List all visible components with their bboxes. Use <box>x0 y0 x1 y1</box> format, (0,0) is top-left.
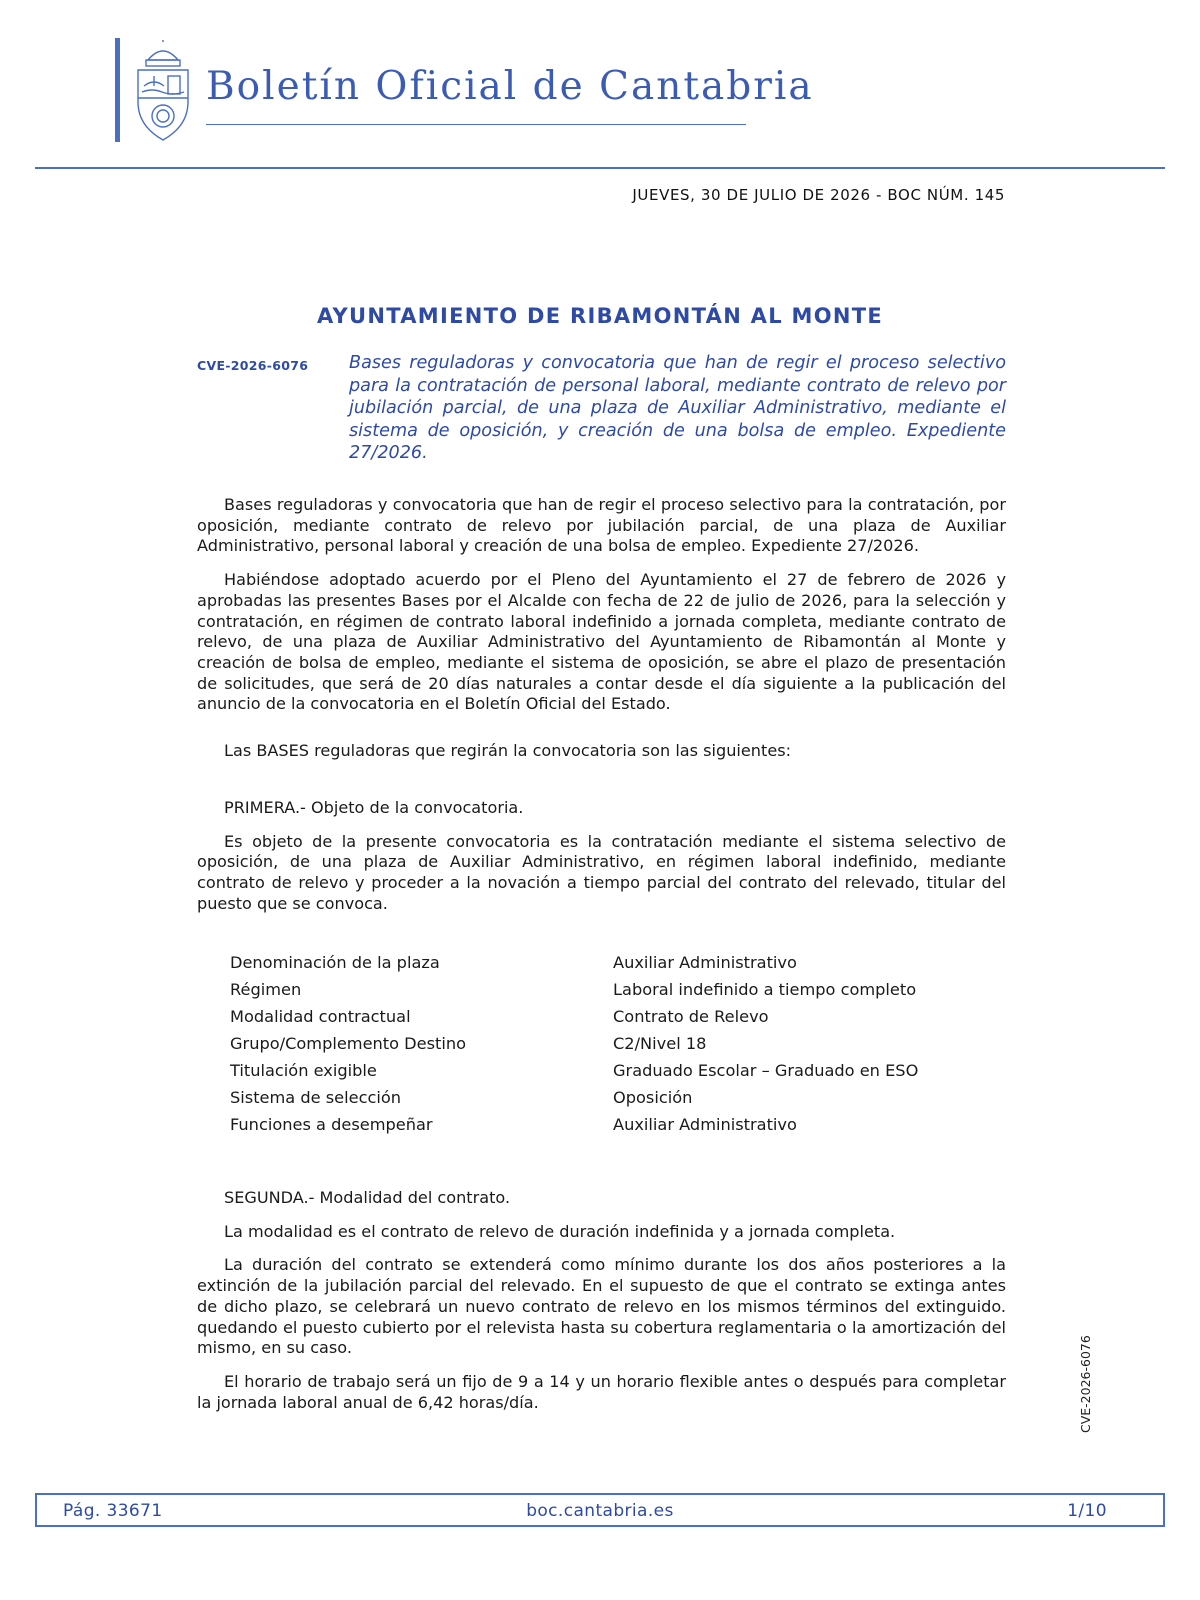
paragraph-horario: El horario de trabajo será un fijo de 9 a 14 y un horario flexible antes o después para completar la jornada laboral anual de 6,42 horas/día. <box>197 1371 1006 1412</box>
header-accent-bar <box>115 38 120 142</box>
page-footer <box>35 1493 1165 1527</box>
paragraph-objeto: Es objeto de la presente convocatoria es la contratación mediante el sistema selectivo de oposición, de una plaza de Auxiliar Administrativo, en régimen laboral indefinido, mediante contrato de relevo y proceder a la novación a tiempo parcial del contrato del relevado, titular del puesto que se convoca. <box>197 831 1006 913</box>
paragraph-agreement: Habiéndose adoptado acuerdo por el Pleno del Ayuntamiento el 27 de febrero de 2026 y aprobadas las presentes Bases por el Alcalde con fecha de 22 de julio de 2026, para la selección y contratación, en régimen de contrato laboral indefinido a jornada completa, mediante contrato de relevo, de una plaza de Auxiliar Administrativo del Ayuntamiento de Ribamontán al Monte y creación de bolsa de empleo, mediante el sistema de oposición, se abre el plazo de presentación de solicitudes, que será de 20 días naturales a contar desde el día siguiente a la publicación del anuncio de la convocatoria en el Boletín Oficial del Estado. <box>197 570 1006 714</box>
table-value: Graduado Escolar – Graduado en ESO <box>613 1061 919 1080</box>
table-label: Sistema de selección <box>230 1088 402 1107</box>
table-label: Funciones a desempeñar <box>230 1115 433 1134</box>
table-value: C2/Nivel 18 <box>613 1034 707 1053</box>
table-value: Contrato de Relevo <box>613 1007 769 1026</box>
table-value: Laboral indefinido a tiempo completo <box>613 980 917 999</box>
table-value: Auxiliar Administrativo <box>613 953 797 972</box>
cve-code: CVE-2026-6076 <box>197 358 309 373</box>
primera-section <box>197 798 1006 928</box>
footer-page-number: Pág. 33671 <box>63 1501 163 1521</box>
organization-heading: AYUNTAMIENTO DE RIBAMONTÁN AL MONTE <box>316 304 884 328</box>
side-cve-code: CVE-2026-6076 <box>1078 1335 1093 1433</box>
table-label: Régimen <box>230 980 302 999</box>
intro-section <box>197 495 1006 728</box>
footer-page-count: 1/10 <box>1067 1501 1107 1521</box>
announcement-subject: Bases reguladoras y convocatoria que han de regir el proceso selectivo para la contratación de personal laboral, mediante contrato de relevo por jubilación parcial, de una plaza de Auxiliar Administrativo, mediante el sistema de oposición, y creación de una bolsa de empleo. Expediente 27/2026. <box>349 353 1006 464</box>
issue-date-line: JUEVES, 30 DE JULIO DE 2026 - BOC NÚM. 145 <box>632 186 1005 204</box>
paragraph-duracion: La duración del contrato se extenderá como mínimo durante los dos años posteriores a la extinción de la jubilación parcial del relevado. En el supuesto de que el contrato se extinga antes de dicho plazo, se celebrará un nuevo contrato de relevo en los mismos términos del extinguido. quedando el puesto cubierto por el relevista hasta su cobertura reglamentaria o la amortización del mismo, en su caso. <box>197 1255 1006 1358</box>
table-label: Titulación exigible <box>230 1061 377 1080</box>
segunda-section <box>197 1188 1006 1426</box>
title-underline <box>206 124 746 125</box>
paragraph-modalidad: La modalidad es el contrato de relevo de duración indefinida y a jornada completa. <box>224 1221 896 1241</box>
paragraph-intro: Bases reguladoras y convocatoria que han de regir el proceso selectivo para la contratación, por oposición, mediante contrato de relevo por jubilación parcial, de una plaza de Auxiliar Administrativo, personal laboral y creación de una bolsa de empleo. Expediente 27/2026. <box>197 495 1006 556</box>
paragraph-bases-intro: Las BASES reguladoras que regirán la convocatoria son las siguientes: <box>224 741 792 760</box>
table-value: Oposición <box>613 1088 693 1107</box>
bulletin-title: Boletín Oficial de Cantabria <box>206 64 814 109</box>
footer-site-link[interactable]: boc.cantabria.es <box>526 1501 674 1521</box>
table-label: Grupo/Complemento Destino <box>230 1034 467 1053</box>
primera-heading: PRIMERA.- Objeto de la convocatoria. <box>224 798 524 817</box>
header-divider <box>35 167 1165 169</box>
table-label: Denominación de la plaza <box>230 953 440 972</box>
bases-section <box>197 741 1006 775</box>
table-value: Auxiliar Administrativo <box>613 1115 797 1134</box>
table-label: Modalidad contractual <box>230 1007 411 1026</box>
segunda-heading: SEGUNDA.- Modalidad del contrato. <box>224 1188 511 1207</box>
coat-of-arms-icon <box>134 40 192 144</box>
